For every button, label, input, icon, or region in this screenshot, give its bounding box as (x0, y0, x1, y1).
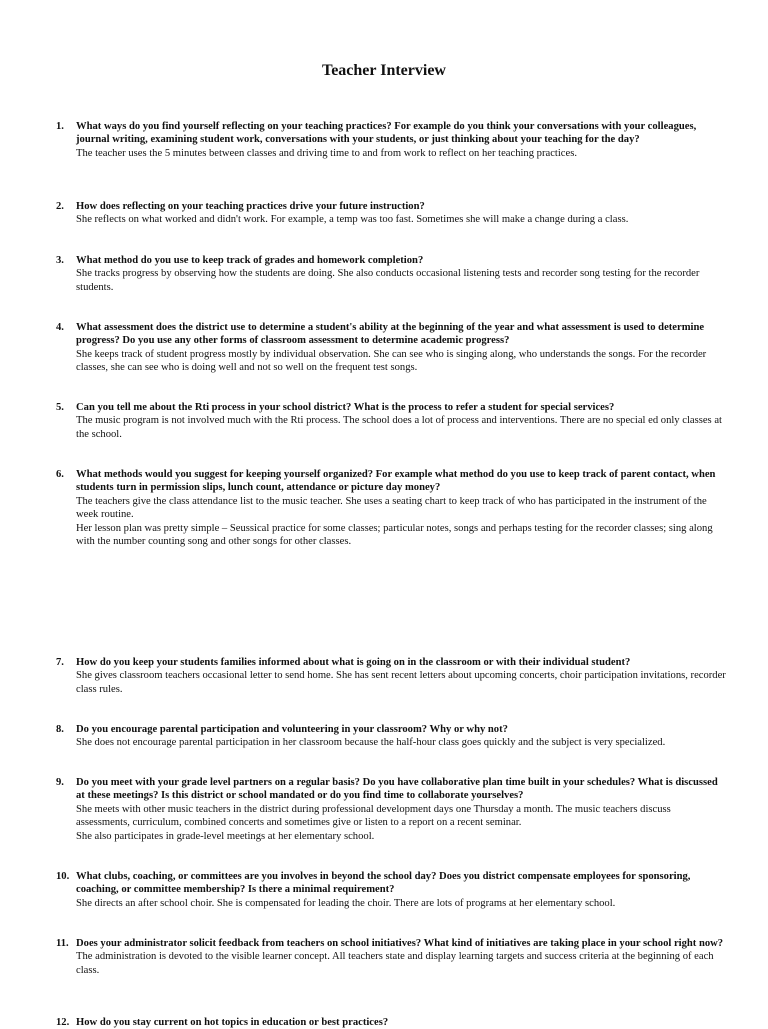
answer-text: The administration is devoted to the visible learner concept. All teachers state and display learning targets and success criteria at the beginning of each class. (76, 951, 714, 976)
answer-text: She meets with other music teachers in the district during professional development days one Thursday a month. The music teachers discuss assessments, curriculum, combined concerts and sometimes give or listen to a report on a recent seminar. (76, 803, 671, 829)
interview-item-10 (56, 870, 726, 910)
item-number: 9. (56, 777, 64, 788)
interview-item-9 (56, 776, 726, 843)
answer-text: She directs an after school choir. She is compensated for leading the choir. There are lots of programs at her elementary school. (76, 897, 616, 909)
question-text: What method do you use to keep track of grades and homework completion? (76, 255, 424, 266)
answer-text: She gives classroom teachers occasional letter to send home. She has sent recent letters about upcoming concerts, choir participation invitations, recorder class rules. (76, 670, 726, 695)
question-text: How do you stay current on hot topics in education or best practices? (76, 1017, 389, 1028)
question-text: What methods would you suggest for keeping yourself organized? For example what method do you use to keep track of parent contact, when students turn in permission slips, lunch count, attendance or picture day money? (76, 469, 716, 494)
interview-item-11 (56, 937, 726, 977)
question-text: How does reflecting on your teaching practices drive your future instruction? (76, 201, 425, 212)
answer-text: She reflects on what worked and didn't work. For example, a temp was too fast. Sometimes she will make a change during a class. (76, 214, 629, 226)
item-number: 6. (56, 469, 64, 480)
interview-item-7 (56, 656, 726, 696)
question-text: What clubs, coaching, or committees are you involves in beyond the school day? Does you district compensate employees for sponsoring, coaching, or committee membership? Is there a minimal requirement? (76, 871, 691, 896)
item-number: 4. (56, 322, 64, 333)
question-text: Do you meet with your grade level partners on a regular basis? Do you have collaborative plan time built in your schedules? What is discussed at these meetings? Is this district or school mandated or do you find time to collaborate yourselves? (76, 777, 718, 802)
answer-text: Her lesson plan was pretty simple – Seussical practice for some classes; particular notes, songs and perhaps testing for the recorder classes; sing along with the number counting song and other songs for other classes. (76, 522, 713, 548)
item-number: 11. (56, 938, 69, 949)
item-number: 1. (56, 121, 64, 132)
question-text: How do you keep your students families informed about what is going on in the classroom or with their individual student? (76, 657, 631, 668)
answer-text: The teachers give the class attendance list to the music teacher. She uses a seating chart to keep track of who has participated in the instrument of the week routine. (76, 495, 707, 521)
interview-item-2 (56, 200, 726, 227)
interview-item-6 (56, 468, 726, 548)
item-number: 2. (56, 201, 64, 212)
question-text: What assessment does the district use to determine a student's ability at the beginning of the year and what assessment is used to determine progress? Do you use any other forms of classroom assessment to determine academic progress? (76, 322, 705, 347)
interview-item-3 (56, 254, 726, 294)
page-title: Teacher Interview (322, 62, 446, 79)
interview-item-5 (56, 401, 726, 441)
question-text: Does your administrator solicit feedback from teachers on school initiatives? What kind of initiatives are taking place in your school right now? (76, 938, 724, 949)
item-number: 12. (56, 1017, 70, 1028)
interview-item-4 (56, 321, 726, 375)
question-text: Do you encourage parental participation and volunteering in your classroom? Why or why not? (76, 724, 508, 735)
answer-text: She tracks progress by observing how the students are doing. She also conducts occasional listening tests and recorder song testing for the recorder students. (76, 268, 700, 293)
interview-item-1 (56, 120, 726, 160)
item-number: 8. (56, 724, 64, 735)
item-number: 3. (56, 255, 64, 266)
answer-text: The music program is not involved much with the Rti process. The school does a lot of process and interventions. There are no special ed only classes at the school. (76, 415, 722, 440)
answer-text: She also participates in grade-level meetings at her elementary school. (76, 830, 375, 842)
interview-item-8 (56, 723, 726, 750)
answer-text: She does not encourage parental participation in her classroom because the half-hour class goes quickly and the subject is very specialized. (76, 737, 666, 749)
question-text: What ways do you find yourself reflecting on your teaching practices? For example do you think your conversations with your colleagues, journal writing, examining student work, conversations with your students, or just thinking about your teaching for the day? (76, 121, 697, 146)
answer-text: The teacher uses the 5 minutes between classes and driving time to and from work to reflect on her teaching practices. (76, 147, 577, 159)
answer-text: She keeps track of student progress mostly by individual observation. She can see who is singing along, who understands the songs. For the recorder classes, she can see who is doing well and not so well on the frequent test songs. (76, 348, 707, 374)
item-number: 5. (56, 402, 64, 413)
interview-item-12 (56, 1016, 726, 1029)
item-number: 7. (56, 657, 64, 668)
item-number: 10. (56, 871, 70, 882)
question-text: Can you tell me about the Rti process in your school district? What is the process to refer a student for special services? (76, 402, 615, 413)
